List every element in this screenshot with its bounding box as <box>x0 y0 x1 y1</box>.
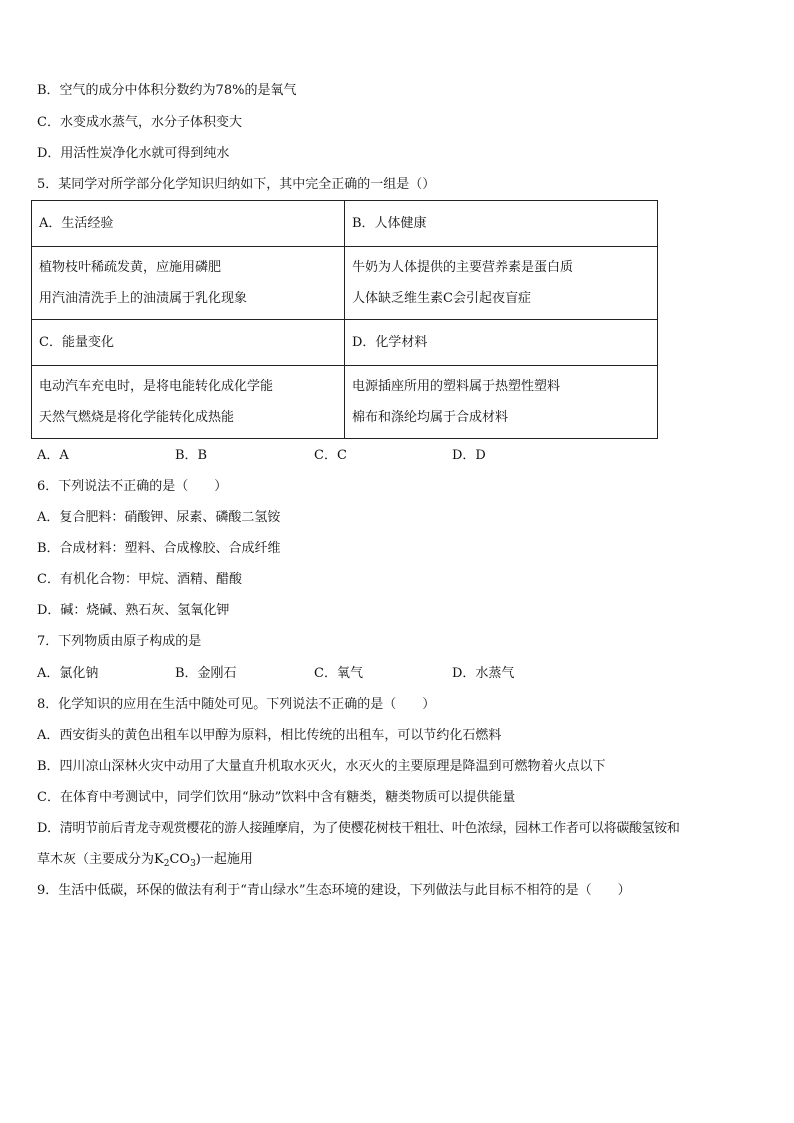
formula-subscript: 3 <box>190 859 196 869</box>
table-line: 电源插座所用的塑料属于热塑性塑料 <box>352 379 561 394</box>
formula-part: CO <box>169 852 191 867</box>
q4-option-d: D．用活性炭净化水就可得到纯水 <box>37 146 230 161</box>
q7-option-b: B．金刚石 <box>175 666 237 681</box>
table-cell-c-body <box>32 366 345 439</box>
q4-option-b: B．空气的成分中体积分数约为78%的是氧气 <box>37 83 297 98</box>
q6-option-b: B．合成材料：塑料、合成橡胶、合成纤维 <box>37 541 281 556</box>
q4-option-c: C．水变成水蒸气，水分子体积变大 <box>37 115 242 130</box>
q6-option-c: C．有机化合物：甲烷、酒精、醋酸 <box>37 572 242 587</box>
q8-stem: 8．化学知识的应用在生活中随处可见。下列说法不正确的是（ ） <box>37 697 436 712</box>
table-cell-b-head: B．人体健康 <box>345 201 658 247</box>
q5-option-d: D．D <box>452 448 486 463</box>
q7-stem: 7．下列物质由原子构成的是 <box>37 634 202 649</box>
q7-option-a: A．氯化钠 <box>37 666 99 681</box>
q5-option-b: B．B <box>175 448 208 463</box>
table-cell-b-body <box>345 247 658 320</box>
q5-option-a: A．A <box>37 448 69 463</box>
q8-option-c: C．在体育中考测试中，同学们饮用“脉动”饮料中含有糖类，糖类物质可以提供能量 <box>37 790 516 805</box>
q5-stem: 5．某同学对所学部分化学知识归纳如下，其中完全正确的一组是（） <box>37 177 436 192</box>
q6-option-a: A．复合肥料：硝酸钾、尿素、磷酸二氢铵 <box>37 510 281 525</box>
table-line: 用汽油清洗手上的油渍属于乳化现象 <box>39 291 248 306</box>
q8-option-d-line2 <box>37 851 253 873</box>
q8-option-b: B．四川凉山深林火灾中动用了大量直升机取水灭火，水灭火的主要原理是降温到可燃物着火点以下 <box>37 759 606 774</box>
table-line: 棉布和涤纶均属于合成材料 <box>352 410 509 425</box>
q6-stem: 6．下列说法不正确的是（ ） <box>37 479 228 494</box>
q7-option-c: C．氧气 <box>314 666 363 681</box>
q5-option-c: C．C <box>314 448 347 463</box>
formula-prefix: 草木灰（主要成分为K <box>37 852 164 867</box>
table-cell-a-body <box>32 247 345 320</box>
q8-option-a: A．西安街头的黄色出租车以甲醇为原料，相比传统的出租车，可以节约化石燃料 <box>37 728 502 743</box>
table-line: 植物枝叶稀疏发黄，应施用磷肥 <box>39 260 222 275</box>
table-line: 电动汽车充电时，是将电能转化成化学能 <box>39 379 274 394</box>
table-line: 牛奶为人体提供的主要营养素是蛋白质 <box>352 260 574 275</box>
table-cell-c-head: C．能量变化 <box>32 320 345 366</box>
table-cell-d-head: D．化学材料 <box>345 320 658 366</box>
formula-suffix: )一起施用 <box>195 852 253 867</box>
q9-stem: 9．生活中低碳，环保的做法有利于“青山绿水”生态环境的建设，下列做法与此目标不相符的是（ ） <box>37 883 631 898</box>
table-cell-a-head: A．生活经验 <box>32 201 345 247</box>
formula-subscript: 2 <box>163 859 170 869</box>
q5-table <box>31 200 658 439</box>
table-line: 人体缺乏维生素C会引起夜盲症 <box>352 291 531 306</box>
q8-option-d-line1: D．清明节前后青龙寺观赏樱花的游人接踵摩肩，为了使樱花树枝干粗壮、叶色浓绿，园林工作者可以将碳酸氢铵和 <box>37 821 680 836</box>
q7-option-d: D．水蒸气 <box>452 666 515 681</box>
table-line: 天然气燃烧是将化学能转化成热能 <box>39 410 235 425</box>
q6-option-d: D．碱：烧碱、熟石灰、氢氧化钾 <box>37 603 230 618</box>
table-cell-d-body <box>345 366 658 439</box>
